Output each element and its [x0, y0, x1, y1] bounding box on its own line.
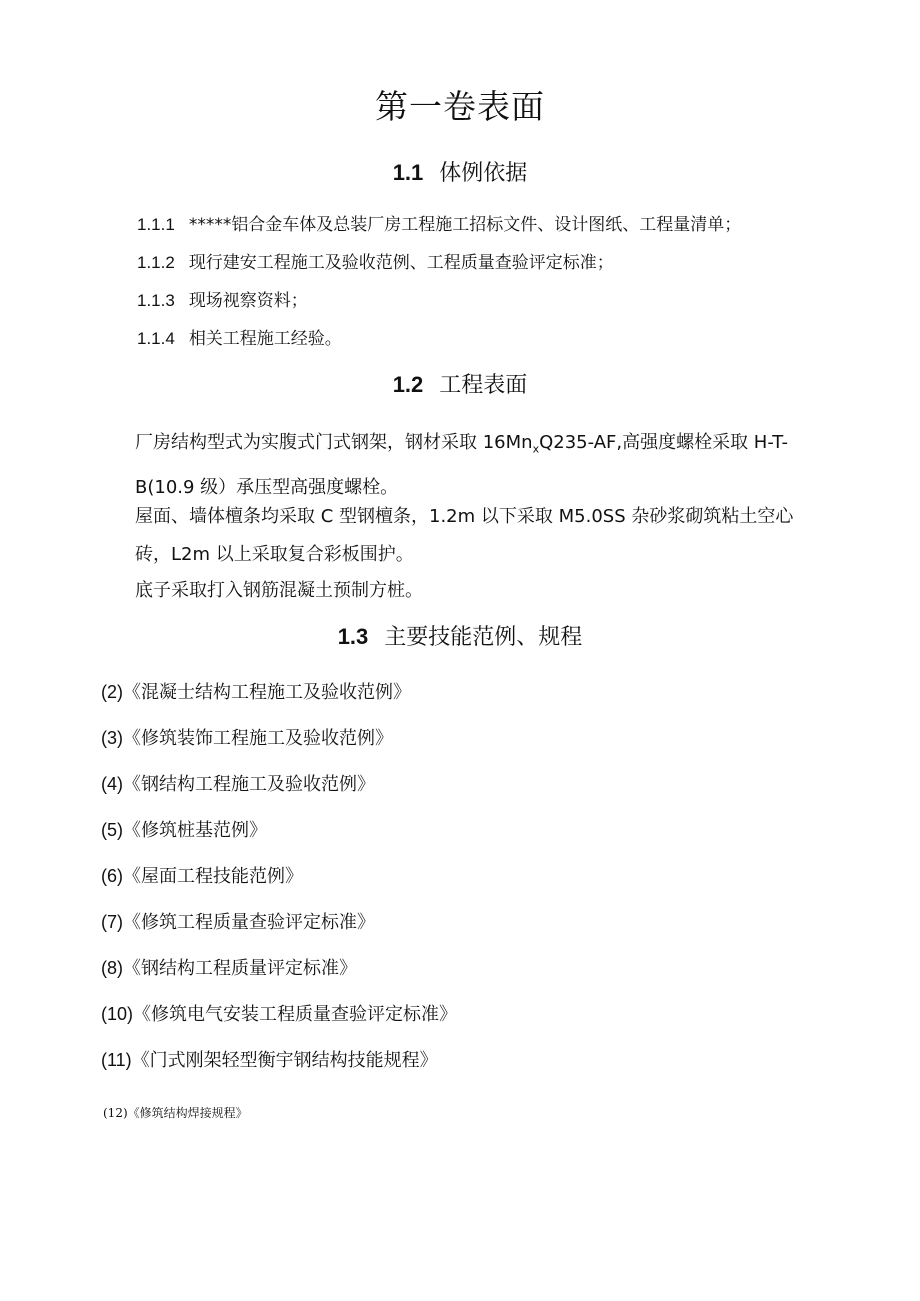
item-text: 现行建安工程施工及验收范例、工程质量查验评定标准；	[188, 253, 614, 273]
section-title: 体例依据	[439, 161, 528, 186]
paragraph-structure	[135, 424, 815, 507]
item-text: *****铝合金车体及总装厂房工程施工招标文件、设计图纸、工程量清单；	[188, 215, 742, 235]
reference-index: (5)	[101, 820, 123, 840]
item-number: 1.1.3	[137, 291, 175, 310]
reference-index: (2)	[101, 682, 123, 702]
reference-text: 《屋面工程技能范例》	[123, 866, 303, 887]
reference-text: 《门式刚架轻型衡宇钢结构技能规程》	[131, 1050, 438, 1071]
reference-index: (8)	[101, 958, 123, 978]
section-title: 工程表面	[439, 373, 528, 398]
reference-index: (6)	[101, 866, 123, 886]
reference-index: (11)	[101, 1050, 132, 1070]
item-text: 现场视察资料；	[188, 291, 308, 311]
section-heading-1-3	[0, 622, 920, 653]
reference-item	[101, 678, 411, 707]
reference-item	[101, 1046, 438, 1075]
paragraph-text: Q235-AF,高强度螺栓采取 H-T-B(10.9 级）承压型高强度螺栓。	[135, 432, 789, 498]
reference-text: 《混凝士结构工程施工及验收范例》	[123, 682, 411, 703]
paragraph-text: 厂房结构型式为实腹式门式钢架，钢材采取 16Mn	[135, 432, 533, 453]
list-item	[137, 250, 614, 276]
page-title: 第一卷表面	[375, 87, 545, 126]
reference-item	[101, 816, 267, 845]
reference-item	[101, 724, 393, 753]
reference-text: 《钢结构工程施工及验收范例》	[123, 774, 375, 795]
reference-item	[101, 770, 375, 799]
reference-item	[101, 862, 303, 891]
reference-index: (3)	[101, 728, 123, 748]
reference-text: 《修筑电气安装工程质量查验评定标准》	[133, 1004, 458, 1025]
list-item	[137, 326, 342, 352]
reference-text: 《钢结构工程质量评定标准》	[123, 958, 357, 979]
list-item	[137, 288, 308, 314]
item-number: 1.1.4	[137, 329, 175, 348]
reference-index: (4)	[101, 774, 123, 794]
item-number: 1.1.2	[137, 253, 175, 272]
section-heading-1-1	[0, 158, 920, 189]
reference-item-small: (12)《修筑结构焊接规程》	[103, 1106, 248, 1120]
reference-text: 《修筑工程质量查验评定标准》	[123, 912, 375, 933]
reference-item	[101, 1000, 457, 1029]
section-number: 1.3	[337, 624, 369, 649]
item-text: 相关工程施工经验。	[188, 329, 342, 349]
paragraph-foundation: 底子采取打入钢筋混凝土预制方桩。	[135, 580, 423, 601]
section-number: 1.2	[392, 372, 424, 397]
reference-text: 《修筑桩基范例》	[123, 820, 267, 841]
list-item	[137, 212, 741, 238]
reference-text: 《修筑装饰工程施工及验收范例》	[123, 728, 393, 749]
reference-index: (10)	[101, 1004, 134, 1024]
item-number: 1.1.1	[137, 215, 175, 234]
section-heading-1-2	[0, 370, 920, 401]
reference-item	[101, 908, 375, 937]
subscript-text: x	[532, 442, 540, 456]
section-number: 1.1	[392, 160, 424, 185]
paragraph-roof-wall: 屋面、墙体檀条均采取 C 型钢檀条，1.2m 以下采取 M5.0SS 杂砂浆砌筑粘土空心砖，L2m 以上采取复合彩板围护。	[135, 506, 794, 565]
section-title: 主要技能范例、规程	[384, 625, 583, 650]
reference-index: (7)	[101, 912, 123, 932]
reference-item	[101, 954, 357, 983]
